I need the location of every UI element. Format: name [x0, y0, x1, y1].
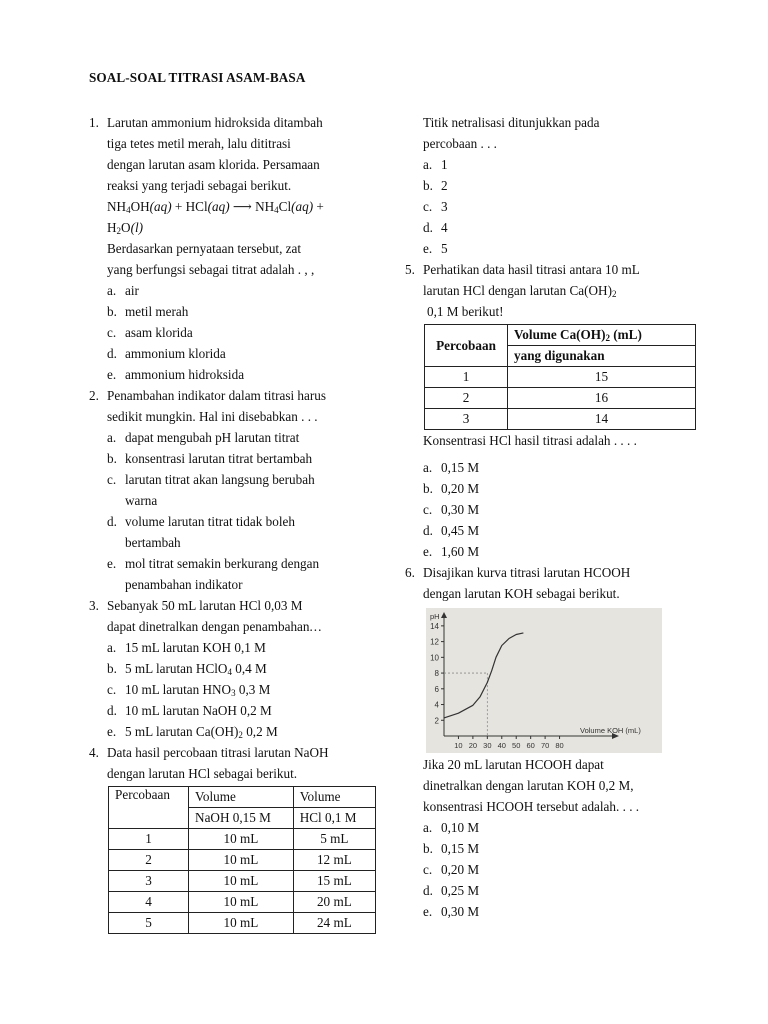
option-e[interactable]: e. mol titrat semakin berkurang dengan	[107, 556, 320, 571]
table-row: 3 14	[425, 409, 696, 430]
table-header: Volume $Ca(OH)_2$ (mL)	[508, 325, 696, 346]
question-text: Titik netralisasi ditunjukkan pada	[423, 115, 600, 130]
question-text: tiga tetes metil merah, lalu dititrasi	[107, 136, 291, 151]
question-number: 5.	[405, 262, 415, 277]
option-b[interactable]: b. 0,20 M	[423, 481, 480, 496]
option-a[interactable]: a. 0,15 M	[423, 460, 480, 475]
option-d[interactable]: d. volume larutan titrat tidak boleh	[107, 514, 295, 529]
table-header: HCl 0,1 M	[293, 808, 375, 829]
question-3	[89, 595, 389, 742]
question-number: 3.	[89, 598, 99, 613]
x-tick-label: 50	[512, 741, 521, 750]
reaction-equation: $NH_4OH(aq) + HCl(aq)$ ⟶ $NH_4Cl(aq)$ +	[107, 199, 324, 215]
question-text: dengan larutan HCl sebagai berikut.	[107, 766, 298, 781]
option-b[interactable]: b. 2	[423, 178, 448, 193]
y-tick-label: 2	[434, 716, 439, 726]
titration-table-naoh-hcl	[108, 786, 376, 934]
option-a[interactable]: a. 15 mL larutan KOH 0,1 M	[107, 640, 266, 655]
question-6-cont	[405, 754, 705, 922]
right-column	[405, 112, 705, 322]
table-header: Percobaan	[109, 787, 189, 829]
question-text: dengan larutan asam klorida. Persamaan	[107, 157, 320, 172]
question-5	[405, 259, 705, 322]
option-a[interactable]: a. 1	[423, 157, 448, 172]
question-text: Larutan ammonium hidroksida ditambah	[107, 115, 323, 130]
question-text: larutan HCl dengan larutan $Ca(OH)_2$	[423, 283, 617, 299]
question-number: 1.	[89, 115, 99, 130]
table-row: 3 10 mL 15 mL	[109, 871, 376, 892]
option-c[interactable]: c. asam klorida	[107, 325, 193, 340]
option-b[interactable]: b. metil merah	[107, 304, 189, 319]
table-header: NaOH 0,15 M	[189, 808, 294, 829]
option-c-cont: warna	[125, 493, 158, 508]
y-tick-label: 14	[430, 621, 439, 631]
x-tick-label: 80	[555, 741, 564, 750]
option-c[interactable]: c. 3	[423, 199, 448, 214]
x-axis-label: Volume KOH (mL)	[580, 726, 641, 735]
question-text: yang berfungsi sebagai titrat adalah . , ,	[107, 262, 315, 277]
table-row: 1 15	[425, 367, 696, 388]
x-tick-label: 30	[483, 741, 492, 750]
question-2	[89, 385, 389, 595]
option-b[interactable]: b. konsentrasi larutan titrat bertambah	[107, 451, 313, 466]
question-text: Jika 20 mL larutan HCOOH dapat	[423, 757, 604, 772]
table-row: 5 10 mL 24 mL	[109, 913, 376, 934]
x-tick-label: 70	[540, 741, 550, 750]
option-d[interactable]: d. 4	[423, 220, 448, 235]
option-e[interactable]: e. 5	[423, 241, 448, 256]
page-title: SOAL-SOAL TITRASI ASAM-BASA	[89, 70, 306, 85]
table-header: Percobaan	[425, 325, 508, 367]
option-e[interactable]: e. 0,30 M	[423, 904, 480, 919]
question-text: Sebanyak 50 mL larutan HCl 0,03 M	[107, 598, 303, 613]
table-row: 4 10 mL 20 mL	[109, 892, 376, 913]
option-c[interactable]: c. 0,20 M	[423, 862, 480, 877]
option-e[interactable]: e. ammonium hidroksida	[107, 367, 245, 382]
titration-curve-chart	[426, 608, 662, 753]
question-number: 2.	[89, 388, 99, 403]
y-tick-label: 8	[434, 669, 439, 679]
option-b[interactable]: b. 5 mL larutan HClO$_4$ 0,4 M	[107, 661, 267, 677]
option-c[interactable]: c. larutan titrat akan langsung berubah	[107, 472, 315, 487]
question-text: dinetralkan dengan larutan KOH 0,2 M,	[423, 778, 634, 793]
question-5-options	[405, 430, 705, 604]
x-tick-label: 40	[497, 741, 506, 750]
question-4	[89, 742, 389, 784]
x-tick-label: 20	[468, 741, 478, 750]
left-column	[89, 112, 389, 784]
y-tick-label: 12	[430, 637, 439, 647]
y-axis-label: pH	[430, 612, 440, 621]
option-e-cont: penambahan indikator	[125, 577, 243, 592]
question-text: dapat dinetralkan dengan penambahan...	[107, 619, 323, 634]
table-row: 1 10 mL 5 mL	[109, 829, 376, 850]
option-d[interactable]: d. 0,45 M	[423, 523, 480, 538]
question-text: reaksi yang terjadi sebagai berikut.	[107, 178, 292, 193]
question-text: dengan larutan KOH sebagai berikut.	[423, 586, 620, 601]
option-a[interactable]: a. dapat mengubah pH larutan titrat	[107, 430, 300, 445]
question-4-cont	[405, 112, 705, 259]
question-1	[89, 112, 389, 385]
option-c[interactable]: c. 10 mL larutan $HNO_3$ 0,3 M	[107, 682, 271, 698]
option-d-cont: bertambah	[125, 535, 181, 550]
titration-table-caoh2	[424, 324, 696, 430]
question-number: 4.	[89, 745, 99, 760]
question-text: Berdasarkan pernyataan tersebut, zat	[107, 241, 302, 256]
question-text: percobaan . . .	[423, 136, 497, 151]
question-text: Perhatikan data hasil titrasi antara 10 mL	[423, 262, 640, 277]
question-text: sedikit mungkin. Hal ini disebabkan . . .	[107, 409, 318, 424]
x-tick-label: 60	[526, 741, 535, 750]
y-tick-label: 4	[434, 700, 439, 710]
reaction-equation-cont: $H_2O(l)$	[107, 220, 144, 236]
question-text: 0,1 M berikut!	[427, 304, 504, 319]
option-e[interactable]: e. 5 mL larutan $Ca(OH)_2$ 0,2 M	[107, 724, 278, 740]
question-text: konsentrasi HCOOH tersebut adalah. . . .	[423, 799, 640, 814]
question-text: Konsentrasi HCl hasil titrasi adalah . . . .	[423, 433, 637, 448]
y-tick-label: 6	[434, 684, 439, 694]
option-b[interactable]: b. 0,15 M	[423, 841, 480, 856]
question-text: Penambahan indikator dalam titrasi harus	[107, 388, 326, 403]
table-header: Volume	[189, 787, 294, 808]
option-d[interactable]: d. ammonium klorida	[107, 346, 226, 361]
option-d[interactable]: d. 10 mL larutan NaOH 0,2 M	[107, 703, 272, 718]
option-a[interactable]: a. air	[107, 283, 139, 298]
table-header: Volume	[293, 787, 375, 808]
option-a[interactable]: a. 0,10 M	[423, 820, 480, 835]
option-c[interactable]: c. 0,30 M	[423, 502, 480, 517]
table-row: 2 10 mL 12 mL	[109, 850, 376, 871]
table-row: 2 16	[425, 388, 696, 409]
question-6	[405, 562, 705, 604]
table-header: yang digunakan	[508, 346, 696, 367]
question-text: Disajikan kurva titrasi larutan HCOOH	[423, 565, 631, 580]
x-tick-label: 10	[454, 741, 463, 750]
option-d[interactable]: d. 0,25 M	[423, 883, 480, 898]
y-tick-label: 10	[430, 653, 439, 663]
option-e[interactable]: e. 1,60 M	[423, 544, 480, 559]
question-text: Data hasil percobaan titrasi larutan NaOH	[107, 745, 329, 760]
question-number: 6.	[405, 565, 415, 580]
